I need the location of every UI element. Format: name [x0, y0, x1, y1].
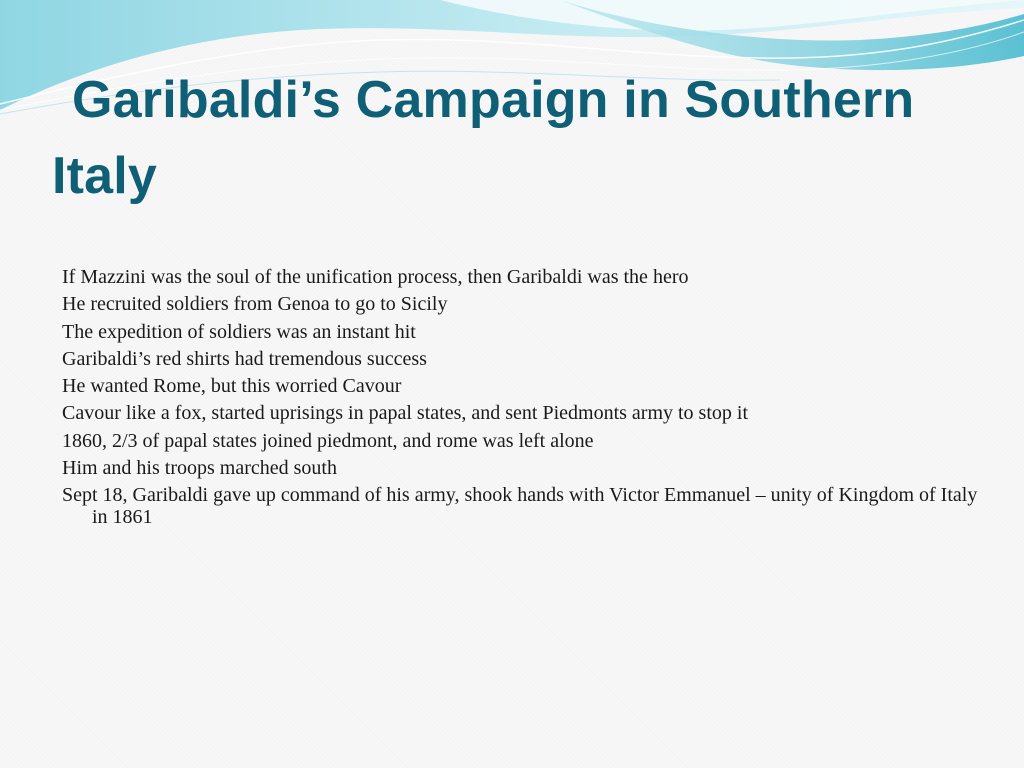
bullet-item: Cavour like a fox, started uprisings in papal states, and sent Piedmonts army to stop it [62, 402, 749, 425]
bullet-item: Sept 18, Garibaldi gave up command of his army, shook hands with Victor Emmanuel – unity of Kingdom of Italy in 1861 [62, 484, 978, 529]
bullet-list [62, 266, 982, 534]
bullet-item: He recruited soldiers from Genoa to go to Sicily [62, 293, 448, 316]
bullet-item: 1860, 2/3 of papal states joined piedmont, and rome was left alone [62, 429, 594, 452]
bullet-item: He wanted Rome, but this worried Cavour [62, 375, 402, 398]
bullet-item: Him and his troops marched south [62, 457, 337, 480]
slide-title: Garibaldi’s Campaign in Southern Italy [52, 71, 915, 205]
bullet-item: The expedition of soldiers was an instant hit [62, 320, 416, 343]
bullet-item: If Mazzini was the soul of the unification process, then Garibaldi was the hero [62, 266, 689, 288]
bullet-item: Garibaldi’s red shirts had tremendous success [62, 347, 427, 370]
